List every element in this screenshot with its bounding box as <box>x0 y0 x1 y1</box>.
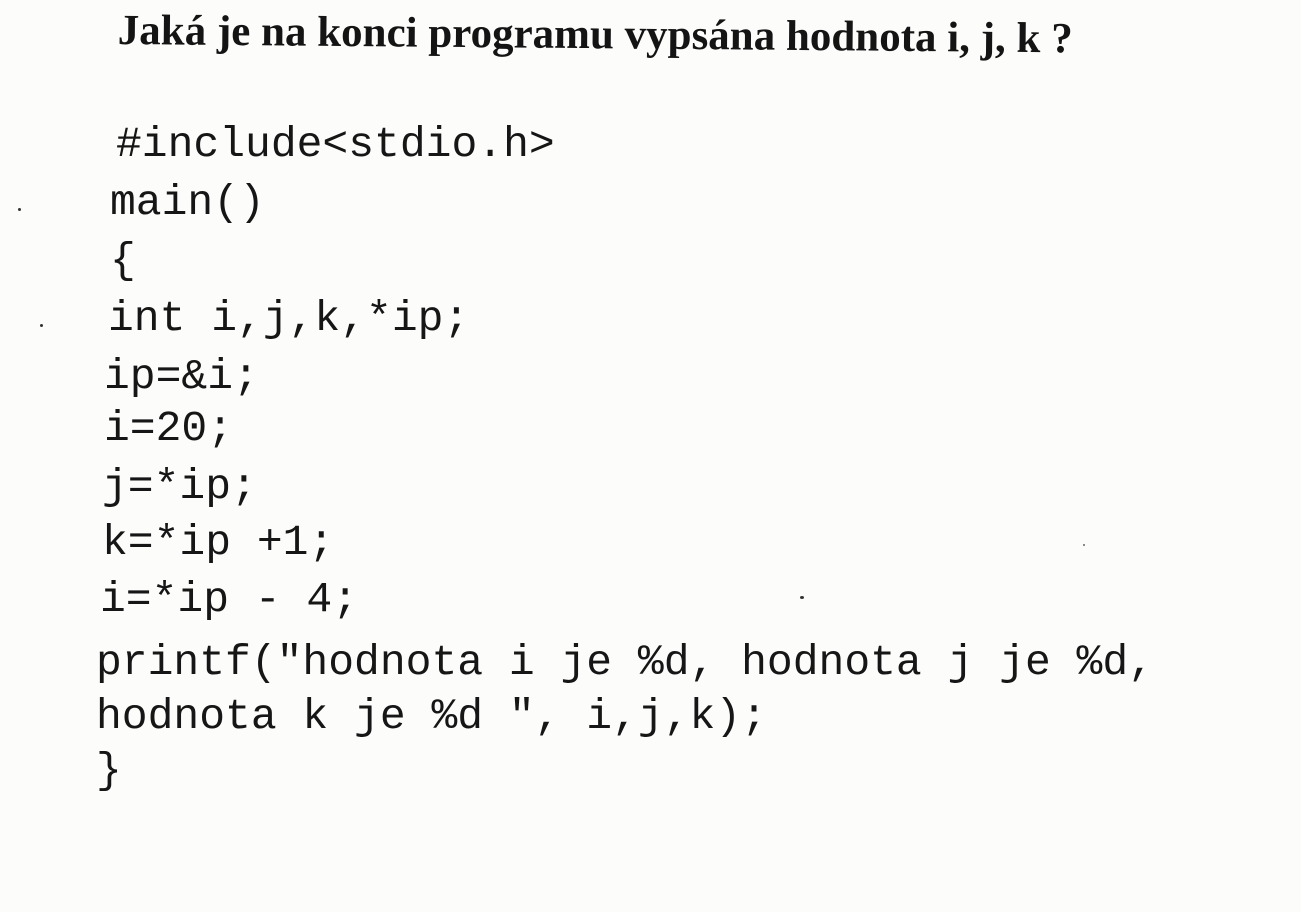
code-line-open-brace: { <box>110 236 136 285</box>
code-line-include: #include<stdio.h> <box>116 120 555 169</box>
code-line-assign-k: k=*ip +1; <box>102 518 335 567</box>
code-line-assign-j: j=*ip; <box>102 462 257 511</box>
code-line-printf-continued: hodnota k je %d ", i,j,k); <box>96 692 767 741</box>
scan-speck <box>18 208 21 211</box>
code-line-assign-ip: ip=&i; <box>104 352 259 401</box>
scan-speck <box>40 324 43 327</box>
code-line-printf: printf("hodnota i je %d, hodnota j je %d, <box>96 638 1154 687</box>
code-line-declaration: int i,j,k,*ip; <box>108 294 470 343</box>
question-heading: Jaká je na konci programu vypsána hodnota i, j, k ? <box>117 6 1073 63</box>
code-line-main: main() <box>110 178 265 227</box>
code-line-close-brace: } <box>96 746 122 795</box>
code-line-assign-i: i=20; <box>104 404 234 453</box>
scan-speck <box>800 596 804 599</box>
code-line-reassign-i: i=*ip - 4; <box>100 575 359 624</box>
scan-speck <box>1083 544 1085 546</box>
